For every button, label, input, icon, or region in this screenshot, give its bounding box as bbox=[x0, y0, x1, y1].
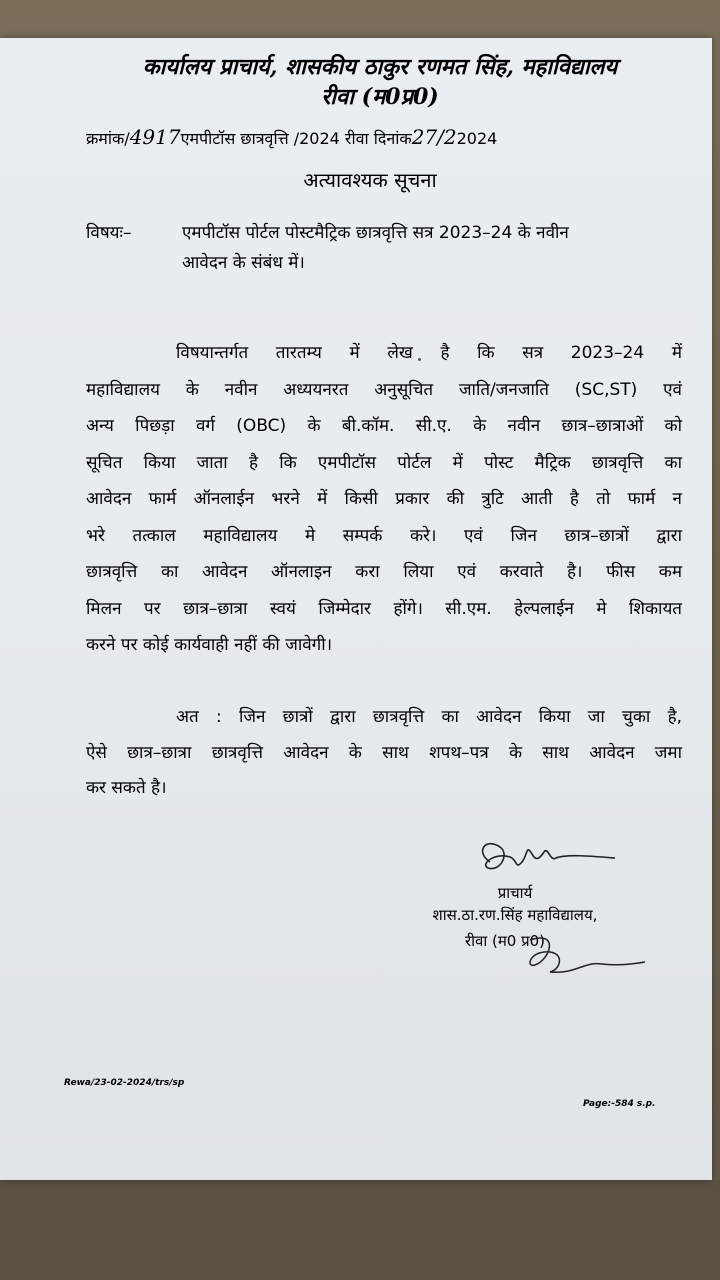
body-line-4: सूचित किया जाता है कि एमपीटॉस पोर्टल में पोस्ट मैट्रिक छात्रवृत्ति का bbox=[86, 452, 682, 473]
subject-line-2: आवेदन के संबंध में। bbox=[182, 253, 305, 273]
subject-line-1: एमपीटॉस पोर्टल पोस्टमैट्रिक छात्रवृत्ति सत्र 2023–24 के नवीन bbox=[182, 223, 569, 243]
body-line-5: आवेदन फार्म ऑनलाईन भरने में किसी प्रकार की त्रुटि आती है तो फार्म न bbox=[86, 489, 682, 509]
footer-page: Page:-584 s.p. bbox=[583, 1099, 656, 1109]
office-title bbox=[60, 52, 700, 112]
body-line-8: मिलन पर छात्र–छात्रा स्वयं जिम्मेदार होंगे। सी.एम. हेल्पलाईन मे शिकायत bbox=[86, 598, 682, 619]
ref-middle: एमपीटॉस छात्रवृत्ति /2024 रीवा दिनांक bbox=[180, 129, 412, 148]
signatory-place: रीवा (म0 प्र0) bbox=[464, 932, 546, 950]
body-line-9: करने पर कोई कार्यवाही नहीं की जावेगी। bbox=[86, 635, 333, 655]
ref-prefix: क्रमांक/ bbox=[86, 129, 130, 148]
subject-label: विषयः– bbox=[86, 223, 132, 243]
body-line-7: छात्रवृत्ति का आवेदन ऑनलाइन करा लिया एवं करवाते है। फीस कम bbox=[86, 562, 682, 582]
office-title-line2: रीवा (म0प्र0) bbox=[321, 84, 439, 110]
ref-date-handwritten: 27/2 bbox=[411, 125, 457, 149]
closing-line-2: ऐसे छात्र–छात्रा छात्रवृत्ति आवेदन के साथ शपथ–पत्र के साथ आवेदन जमा bbox=[86, 742, 682, 763]
table-surface-bottom bbox=[0, 1180, 720, 1280]
ref-year: 2024 bbox=[456, 129, 498, 148]
closing-line-1: अत : जिन छात्रों द्वारा छात्रवृत्ति का आवेदन किया जा चुका है, bbox=[176, 707, 682, 727]
reference-line bbox=[86, 124, 686, 152]
signatory-title: प्राचार्य bbox=[497, 884, 533, 902]
principal-signature bbox=[470, 832, 620, 882]
ref-number: 4917 bbox=[129, 125, 181, 149]
body-line-2: महाविद्यालय के नवीन अध्ययनरत अनुसूचित जाति/जनजाति (SC,ST) एवं bbox=[86, 379, 682, 400]
body-line-6: भरे तत्काल महाविद्यालय मे सम्पर्क करे। एवं जिन छात्र–छात्रों द्वारा bbox=[86, 525, 682, 546]
body-line-3: अन्य पिछड़ा वर्ग (OBC) के बी.कॉम. सी.ए. के नवीन छात्र–छात्राओं को bbox=[86, 416, 682, 436]
secondary-signature bbox=[520, 930, 650, 980]
closing-line-3: कर सकते है। bbox=[86, 778, 167, 798]
body-line-1: विषयान्तर्गत तारतम्य में लेख है कि सत्र 2023–24 में bbox=[176, 343, 682, 363]
footer-reference: Rewa/23-02-2024/trs/sp bbox=[64, 1078, 185, 1088]
notice-title: अत्यावश्यक सूचना bbox=[303, 168, 437, 192]
office-title-line1: कार्यालय प्राचार्य, शासकीय ठाकुर रणमत सिंह, महाविद्यालय bbox=[142, 54, 618, 80]
signatory-office: शास.ठा.रण.सिंह महाविद्यालय, bbox=[432, 906, 598, 924]
